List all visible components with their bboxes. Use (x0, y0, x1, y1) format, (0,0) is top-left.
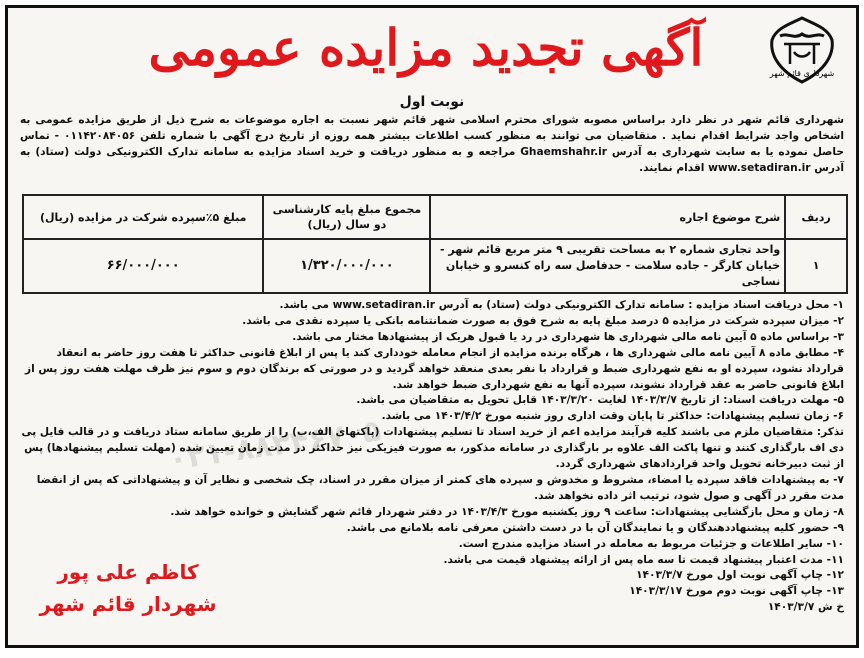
table-header-row (23, 195, 847, 239)
list-item: تذکر: متقاضیان ملزم می باشند کلیه فرآیند مزایده اعم از خرید اسناد تا تسلیم پیشنهادات (پاکتهای الف،ب) را از طریق سامانه ستاد دریافت و در قالب فایل پی دی اف بارگذاری کنند و تنها پاکت الف علاوه بر بارگذاری در سامانه مذکور، به صورت فیزیکی نیز حداکثر در مدت زمان تعیین شده (مهلت تسلیم پیشنهادها) پس از ثبت دبیرخانه تحویل واحد قراردادهای شهرداری گردد. (21, 426, 844, 471)
list-item: ۱۲- چاپ آگهی نوبت اول مورخ ۱۴۰۳/۳/۷ (636, 569, 844, 582)
subtitle: نوبت اول (399, 94, 465, 110)
list-item: ۱۱- مدت اعتبار پیشنهاد قیمت تا سه ماه پس از ارائه پیشنهاد قیمت می باشد. (443, 553, 844, 566)
cell-row-number: ۱ (785, 239, 847, 293)
signer-title: شهردار قائم شهر (39, 592, 217, 616)
list-item: ۶- زمان تسلیم پیشنهادات: حداکثر تا پایان وقت اداری روز شنبه مورخ ۱۴۰۳/۴/۲ می باشد. (381, 410, 844, 423)
header-base-price: مجموع مبلغ پایه کارشناسی دو سال (ریال) (263, 195, 430, 239)
list-item: ۹- حضور کلیه پیشنهاددهندگان و یا نمایندگان آن با در دست داشتن معرفی نامه بلامانع می باشد. (346, 521, 844, 534)
list-item: ۱- محل دریافت اسناد مزایده : سامانه تدارک الکترونیکی دولت (ستاد) به آدرس www.setadiran.ir می باشد. (279, 299, 844, 311)
intro-paragraph (20, 112, 844, 176)
watermark: ۰۲۱-۸۸۳۴۶۷۰۵ (166, 413, 384, 478)
page-title: آگهی تجدید مزایده عمومی (148, 18, 704, 77)
list-item: ۱۳- چاپ آگهی نوبت دوم مورخ ۱۴۰۳/۳/۱۷ (629, 585, 844, 598)
table-row (23, 239, 847, 293)
logo-text: شهرداری قائم شهر (769, 69, 835, 78)
auction-table (22, 194, 848, 294)
municipality-emblem-icon (766, 14, 838, 86)
list-item: ۴- مطابق ماده ۸ آیین نامه مالی شهرداری ها ، هرگاه برنده مزایده از انجام معامله خودداری کند یا پس از ابلاغ قانونی حداکثر تا هفت روز حاضر به انعقاد قرارداد نشود، سپرده او به نفع شهرداری ضبط و قرارداد با نفر بعدی منعقد خواهد گردید و در صورتی که برندگان دوم و سوم نیز ظرف مهلت هفت روز پس از ابلاغ قانونی حاضر به عقد قرارداد نشوند، سپرده آنها به نفع شهرداری ضبط خواهد شد. (25, 346, 844, 391)
signer-block (28, 556, 228, 620)
intro-text: شهرداری قائم شهر در نظر دارد براساس مصوبه شورای محترم اسلامی شهر قائم شهر نسبت به اجاره موضوعات به شرح ذیل از طریق مزایده عمومی به اشخاص واجد شرایط اقدام نماید . متقاضیان می توانند به منظور کسب اطلاعات بیشتر همه روزه از تاریخ درج آگهی با شماره تلفن ۰۱۱۴۲۰۸۴۰۵۶ - تماس حاصل نموده یا به سایت شهرداری به آدرس Ghaemshahr.ir مراجعه و به منظور دریافت و خرید اسناد مزایده به سامانه تدارک الکترونیکی دولت (ستاد) به آدرس www.setadiran.ir اقدام نمایند. (20, 114, 845, 174)
advertisement-page (5, 5, 859, 648)
list-item: ۱۰- سایر اطلاعات و جزئیات مربوط به معامله در اسناد مزایده مندرج است. (458, 537, 844, 550)
signer-name: کاظم علی پور (57, 560, 199, 584)
cell-deposit: ۶۶/۰۰۰/۰۰۰ (23, 239, 263, 293)
list-item: ۷- به پیشنهادات فاقد سپرده یا امضاء، مشروط و مخدوش و سپرده های کمتر از میزان مقرر در اسناد، چک شخصی و نظایر آن و پیشنهاداتی که پس از انقضا مدت مقرر در آگهی و صول شود، ترتیب اثر داده نخواهد شد. (36, 473, 844, 502)
header-description: شرح موضوع اجاره (430, 195, 785, 239)
list-item: ۵- مهلت دریافت اسناد: از تاریخ ۱۴۰۳/۳/۷ لغایت ۱۴۰۳/۳/۲۰ قابل تحویل به متقاضیان می باشد. (356, 394, 844, 407)
list-item: ۳- براساس ماده ۵ آیین نامه مالی شهرداری ها شهرداری در رد یا قبول هریک از پیشنهادها مختار می باشد. (292, 330, 844, 343)
cell-base-price: ۱/۳۲۰/۰۰۰/۰۰۰ (263, 239, 430, 293)
list-item: ۸- زمان و محل بازگشایی پیشنهادات: ساعت ۹ روز یکشنبه مورخ ۱۴۰۳/۴/۳ در دفتر شهردار قائم شهر گشایش و خوانده خواهد شد. (170, 505, 844, 518)
header-row-number: ردیف (785, 195, 847, 239)
header-deposit: مبلغ ۵٪سپرده شرکت در مزایده (ریال) (23, 195, 263, 239)
header (8, 8, 856, 96)
list-item: ۲- میزان سپرده شرکت در مزایده ۵ درصد مبلغ پایه به شرح فوق به صورت ضمانتنامه بانکی یا سپرده نقدی می باشد. (242, 314, 844, 327)
cell-description: واحد تجاری شماره ۲ به مساحت تقریبی ۹ متر مربع قائم شهر - خیابان کارگر - جاده سلامت - حدفاصل سه راه کنسرو و خیابان نساجی (430, 239, 785, 293)
list-item: خ ش ۱۴۰۳/۳/۷ (767, 601, 844, 614)
